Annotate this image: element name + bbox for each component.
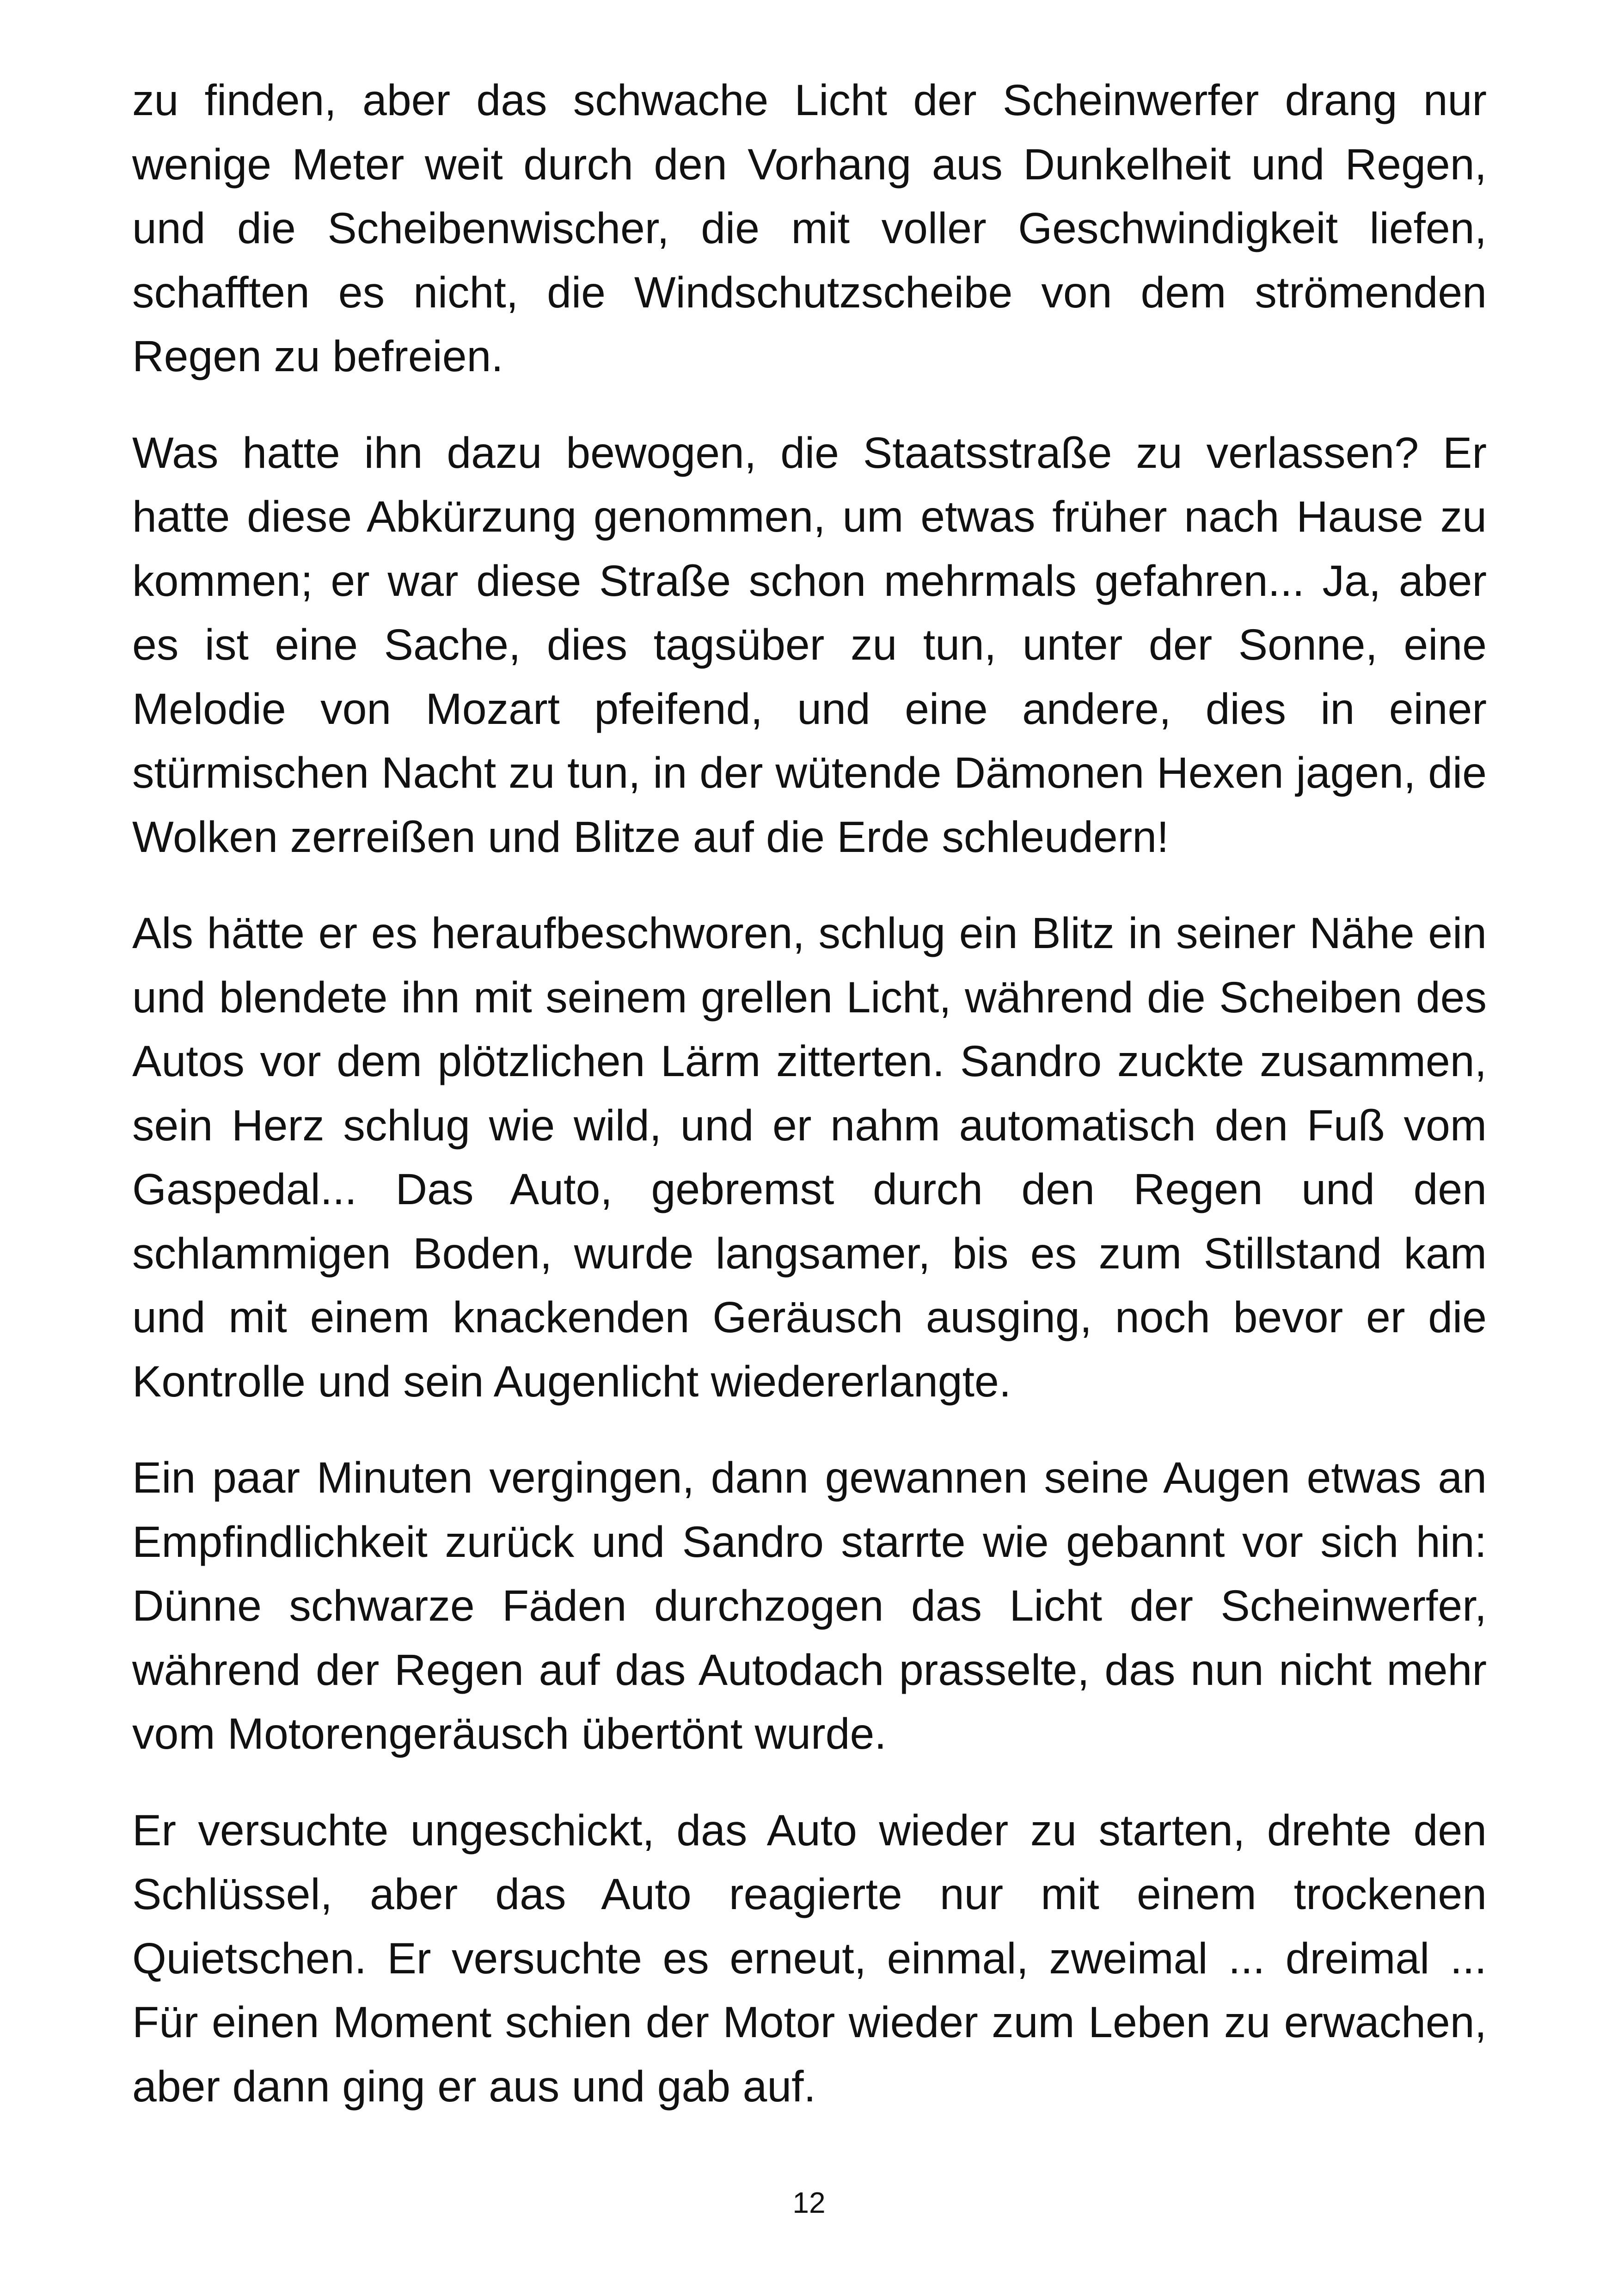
paragraph-4: Ein paar Minuten vergingen, dann gewannen seine Augen etwas an Empfindlichkeit zurück und Sandro starrte wie gebannt vor sich hin: Dünne schwarze Fäden durchzogen das Licht der Scheinwerfer, während der Regen auf das Autodach prasselte, das nun nicht mehr vom Motorengeräusch übertönt wurde. [132,1453,1487,1758]
page-number: 12 [792,2186,826,2219]
paragraph-3: Als hätte er es heraufbeschworen, schlug ein Blitz in seiner Nähe ein und blendete ihn mit seinem grellen Licht, während die Scheiben des Autos vor dem plötzlichen Lärm zitterten. Sandro zuckte zusammen, sein Herz schlug wie wild, und er nahm automatisch den Fuß vom Gaspedal... Das Auto, gebremst durch den Regen und den schlammigen Boden, wurde langsamer, bis es zum Stillstand kam und mit einem knackenden Geräusch ausging, noch bevor er die Kontrolle und sein Augenlicht wiedererlangte. [132,909,1487,1406]
paragraph-2: Was hatte ihn dazu bewogen, die Staatsstraße zu verlassen? Er hatte diese Abkürzung genommen, um etwas früher nach Hause zu kommen; er war diese Straße schon mehrmals gefahren... Ja, aber es ist eine Sache, dies tagsüber zu tun, unter der Sonne, eine Melodie von Mozart pfeifend, und eine andere, dies in einer stürmischen Nacht zu tun, in der wütende Dämonen Hexen jagen, die Wolken zerreißen und Blitze auf die Erde schleudern! [132,428,1487,862]
paragraph-1: zu finden, aber das schwache Licht der Scheinwerfer drang nur wenige Meter weit durch den Vorhang aus Dunkelheit und Regen, und die Scheibenwischer, die mit voller Geschwindigkeit liefen, schafften es nicht, die Windschutzscheibe von dem strömenden Regen zu befreien. [132,76,1487,381]
paragraph-5: Er versuchte ungeschickt, das Auto wieder zu starten, drehte den Schlüssel, aber das Auto reagierte nur mit einem trockenen Quietschen. Er versuchte es erneut, einmal, zweimal ... dreimal ... Für einen Moment schien der Motor wieder zum Leben zu erwachen, aber dann ging er aus und gab auf. [132,1806,1487,2111]
body-text [132,68,1487,2151]
